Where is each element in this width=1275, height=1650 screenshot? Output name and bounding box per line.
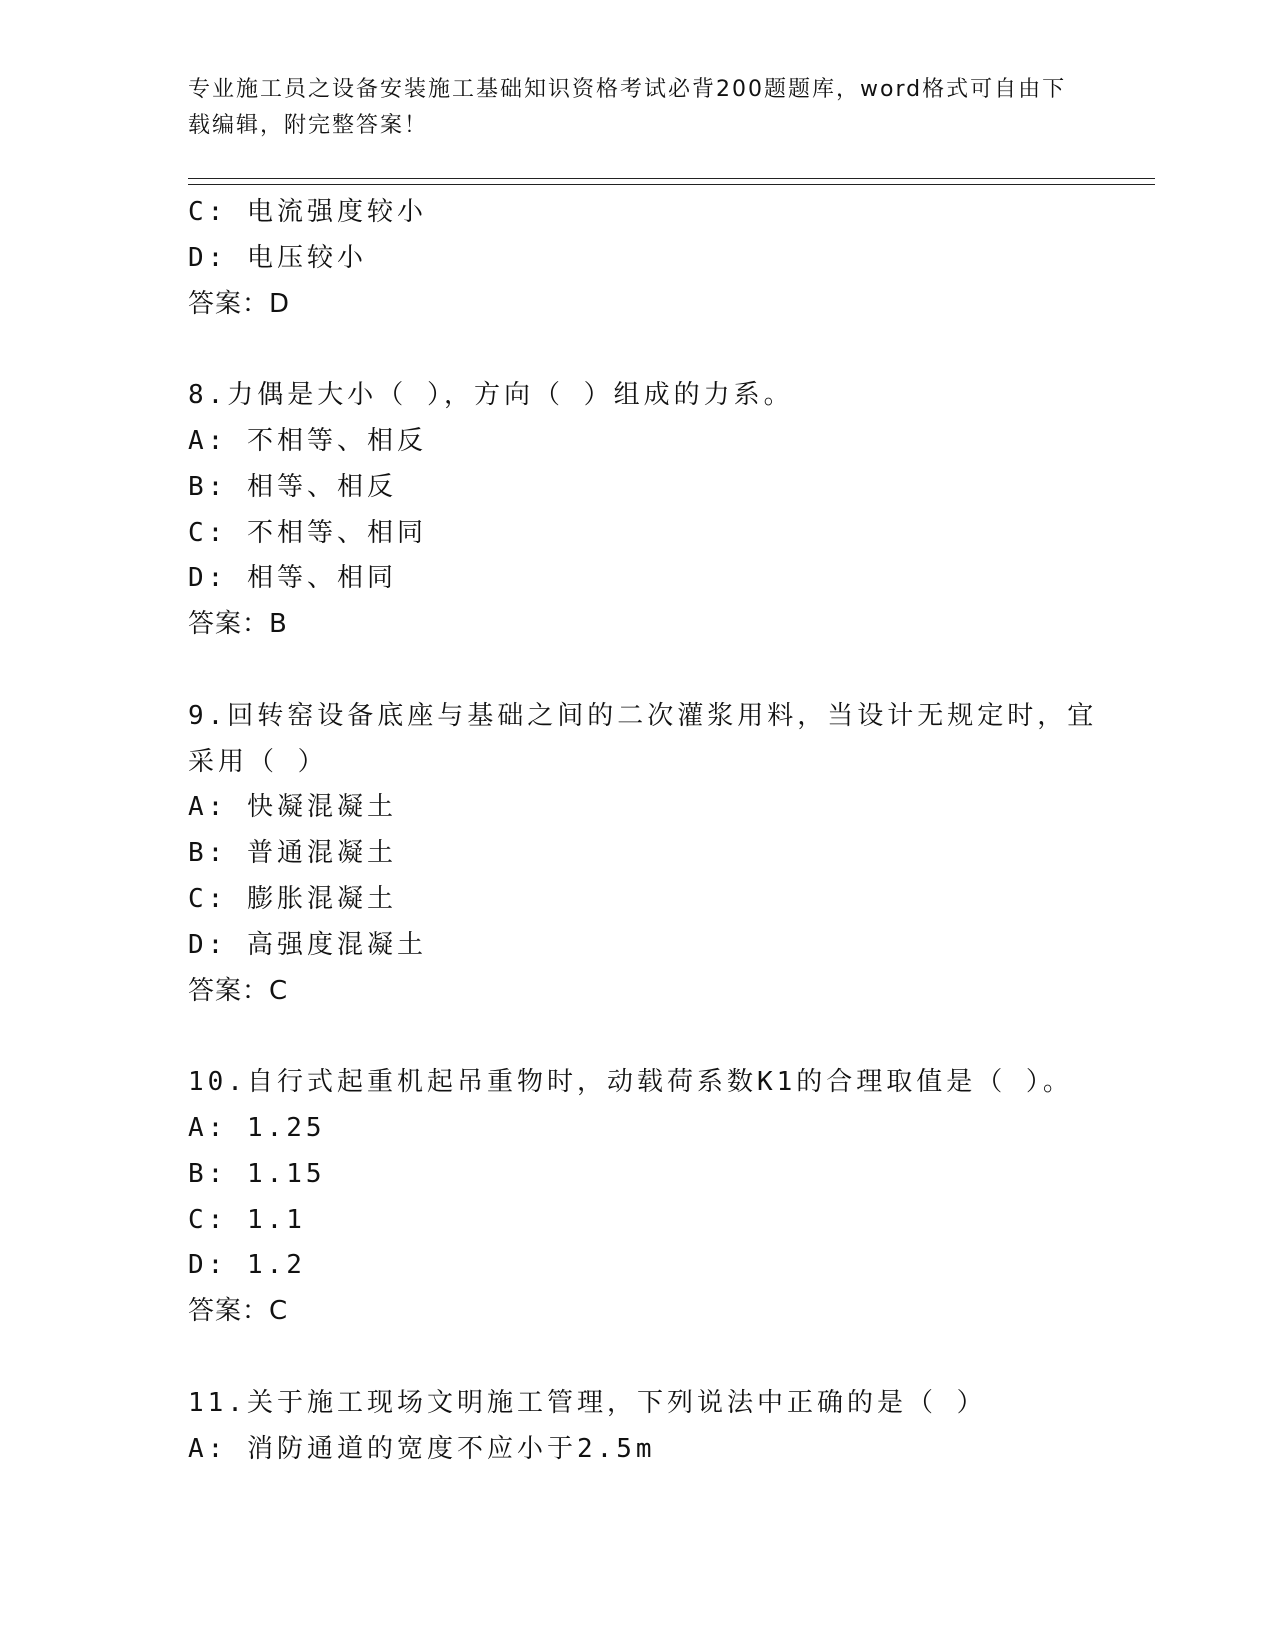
answer-option: D: 1.2: [188, 1250, 306, 1281]
answer-option: C: 1.1: [188, 1204, 306, 1235]
answer-option: B: 普通混凝土: [188, 838, 397, 869]
page-header: [188, 72, 1088, 144]
answer-key: 答案：D: [188, 288, 291, 319]
question-text: 10.自行式起重机起吊重物时，动载荷系数K1的合理取值是（ ）。: [188, 1067, 1073, 1098]
answer-option: A: 快凝混凝土: [188, 792, 397, 823]
answer-option: A: 消防通道的宽度不应小于2.5m: [188, 1433, 656, 1464]
question-list: [188, 190, 1098, 1472]
answer-option: C: 不相等、相同: [188, 517, 427, 548]
block-spacer: [188, 1014, 1088, 1060]
answer-option: C: 电流强度较小: [188, 197, 427, 227]
answer-option: D: 相等、相同: [188, 563, 397, 594]
question-text: 11.关于施工现场文明施工管理，下列说法中正确的是（ ）: [188, 1387, 987, 1418]
question-text: 8.力偶是大小（ ），方向（ ）组成的力系。: [188, 380, 794, 411]
header-divider: [188, 178, 1155, 185]
answer-key: 答案：C: [188, 975, 289, 1006]
block-spacer: [188, 648, 1088, 694]
answer-option: A: 1.25: [188, 1112, 326, 1143]
answer-option: D: 高强度混凝土: [188, 929, 427, 960]
block-spacer: [188, 327, 1088, 373]
answer-option: A: 不相等、相反: [188, 425, 427, 456]
answer-option: C: 膨胀混凝土: [188, 883, 397, 914]
block-spacer: [188, 1335, 1088, 1381]
answer-option: B: 相等、相反: [188, 471, 397, 502]
answer-key: 答案：C: [188, 1296, 289, 1327]
answer-option: D: 电压较小: [188, 242, 367, 273]
question-text: 9.回转窑设备底座与基础之间的二次灌浆用料，当设计无规定时，宜: [188, 700, 1098, 731]
question-text: 采用（ ）: [188, 746, 328, 777]
answer-key: 答案：B: [188, 609, 288, 640]
document-title: 专业施工员之设备安装施工基础知识资格考试必背200题题库，word格式可自由下载编辑，附完整答案！: [188, 77, 1067, 138]
answer-option: B: 1.15: [188, 1158, 326, 1189]
